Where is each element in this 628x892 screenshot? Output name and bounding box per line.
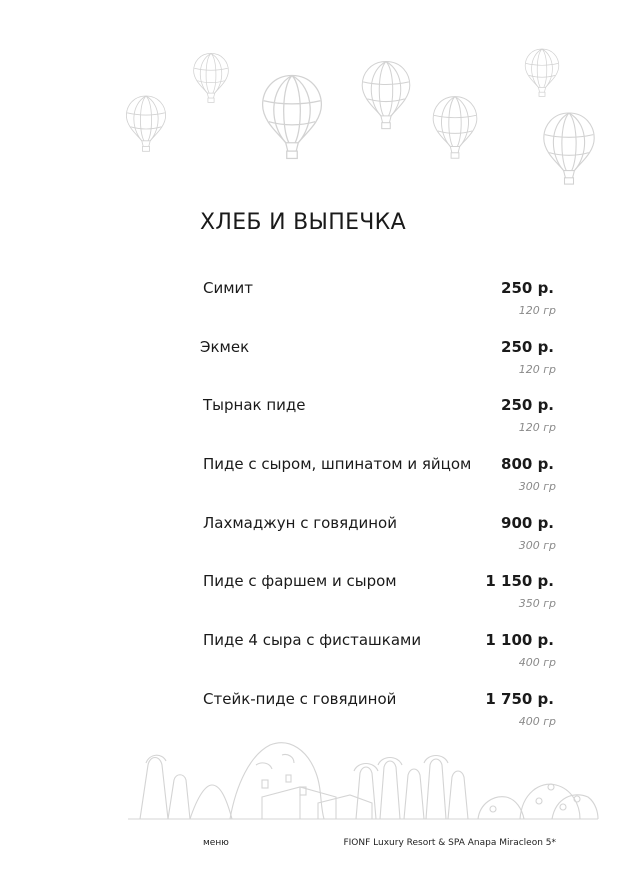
item-name: Симит: [203, 279, 254, 297]
item-name: Пиде с сыром, шпинатом и яйцом: [203, 455, 472, 473]
footer-resort-name: FIONF Luxury Resort & SPA Anapa Miracleon 5*: [343, 838, 556, 848]
item-price: 800 р.: [501, 455, 554, 473]
menu-item: [0, 396, 628, 446]
balloon-3-icon: [263, 76, 322, 159]
balloons-illustration: [0, 0, 628, 200]
menu-item: [0, 338, 628, 388]
item-price: 250 р.: [501, 279, 554, 297]
item-name: Пиде 4 сыра с фисташками: [203, 631, 422, 649]
item-name: Стейк-пиде с говядиной: [203, 690, 397, 708]
item-name: Экмек: [200, 338, 250, 356]
menu-item: [0, 572, 628, 622]
menu-item: [0, 455, 628, 505]
item-weight: 400 гр: [518, 656, 556, 669]
item-weight: 300 гр: [518, 539, 556, 552]
item-weight: 400 гр: [518, 715, 556, 728]
item-name: Лахмаджун с говядиной: [203, 514, 397, 532]
balloon-6-icon: [525, 49, 559, 96]
balloon-2-icon: [194, 53, 229, 102]
menu-item: [0, 279, 628, 329]
menu-item: [0, 631, 628, 681]
section-title: ХЛЕБ И ВЫПЕЧКА: [200, 210, 406, 235]
item-name: Пиде с фаршем и сыром: [203, 572, 397, 590]
item-price: 250 р.: [501, 338, 554, 356]
item-price: 900 р.: [501, 514, 554, 532]
item-price: 1 100 р.: [485, 631, 554, 649]
item-weight: 120 гр: [518, 421, 556, 434]
balloon-7-icon: [544, 113, 594, 184]
item-name: Тырнак пиде: [203, 396, 306, 414]
item-price: 1 750 р.: [485, 690, 554, 708]
item-price: 1 150 р.: [485, 572, 554, 590]
item-price: 250 р.: [501, 396, 554, 414]
footer-label: меню: [203, 838, 229, 848]
item-weight: 120 гр: [518, 363, 556, 376]
item-weight: 300 гр: [518, 480, 556, 493]
balloon-4-icon: [362, 62, 410, 129]
landscape-illustration: [0, 725, 628, 830]
balloon-5-icon: [433, 97, 477, 159]
menu-item: [0, 514, 628, 564]
balloon-1-icon: [126, 96, 165, 151]
item-weight: 350 гр: [518, 597, 556, 610]
item-weight: 120 гр: [518, 304, 556, 317]
